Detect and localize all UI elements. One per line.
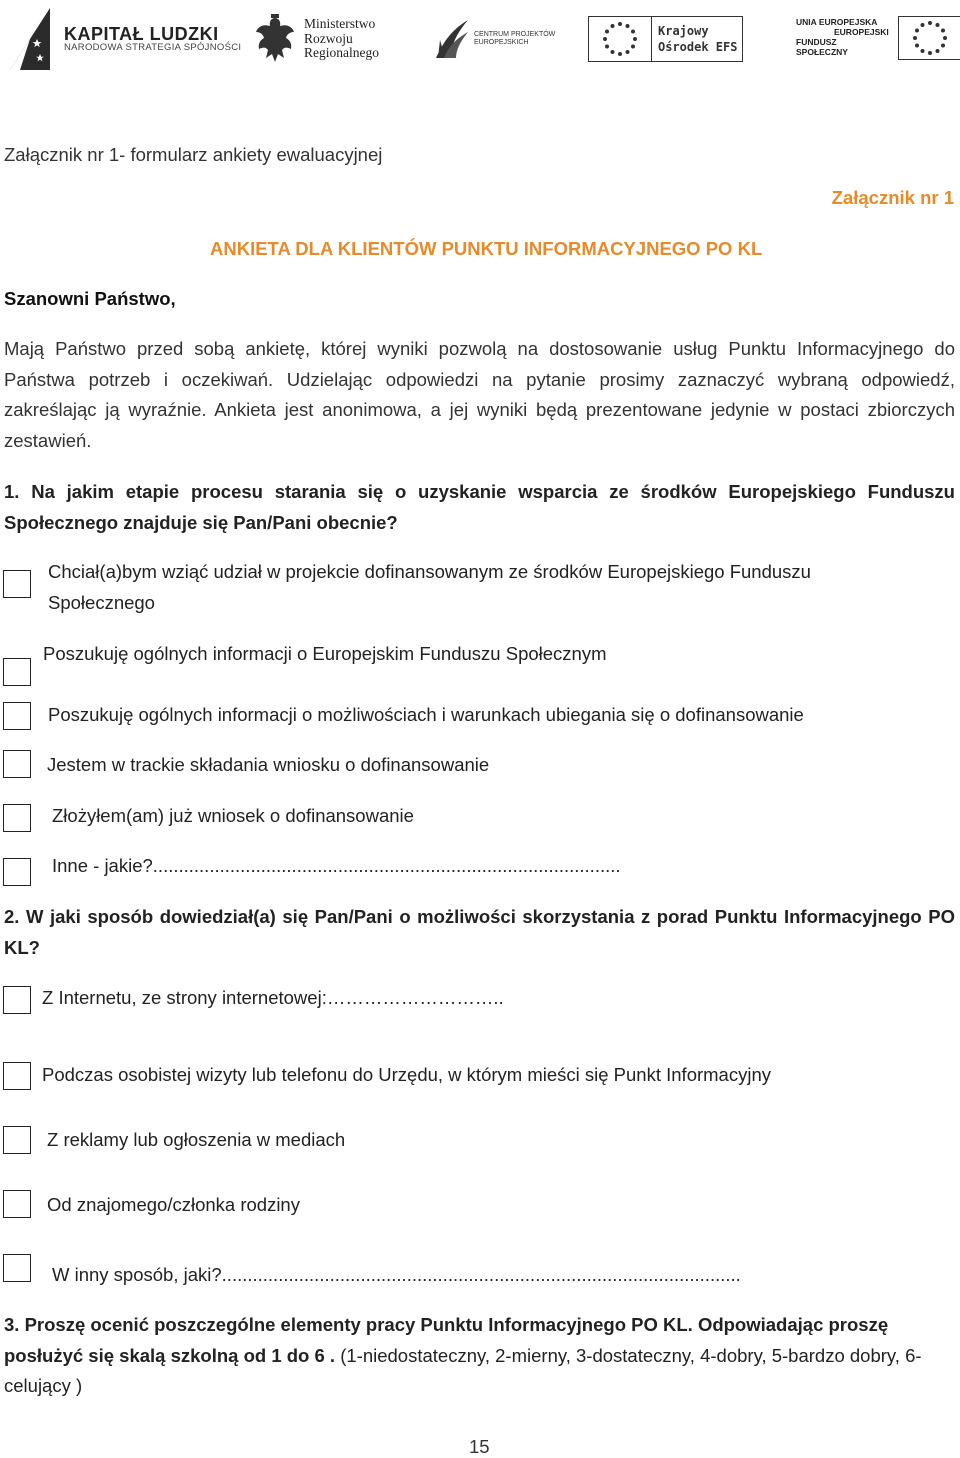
question-3-bold: 3. Proszę ocenić poszczególne elementy pracy Punktu Informacyjnego PO KL. Odpowiadając proszę posłużyć się skalą szkolną od 1 do 6 . [4, 1314, 889, 1366]
koe-line-2: Ośrodek EFS [658, 40, 738, 54]
q2-option-3-label: Z reklamy lub ogłoszenia w mediach [47, 1129, 346, 1150]
q2-option-1-checkbox[interactable] [3, 986, 31, 1014]
logo-header [0, 0, 960, 80]
q1-option-6-label: Inne - jakie?........................................................................................... [52, 855, 621, 876]
ministry-line-2: Rozwoju [304, 30, 353, 46]
cpe-logo [434, 18, 555, 60]
q1-option-3-label: Poszukuję ogólnych informacji o możliwościach i warunkach ubiegania się o dofinansowanie [48, 704, 804, 725]
q1-option-2-checkbox[interactable] [3, 658, 31, 686]
question-1: 1. Na jakim etapie procesu starania się o uzyskanie wsparcia ze środków Europejskiego Funduszu Społecznego znajduje się Pan/Pani obecnie? [4, 481, 955, 533]
intro-paragraph: Mają Państwo przed sobą ankietę, której wyniki pozwolą na dostosowanie usług Punktu Informacyjnego do Państwa potrzeb i oczekiwań. Udzielając odpowiedzi na pytanie prosimy zaznaczyć wybraną odpowiedź, zakreślając ją wyraźnie. Ankieta jest anonimowa, a jej wyniki będą prezentowane jedynie w postaci zbiorczych zestawień. [4, 338, 955, 451]
q1-option-2-label: Poszukuję ogólnych informacji o Europejskim Funduszu Społecznym [43, 643, 607, 664]
question-3 [4, 1310, 955, 1402]
question-3-scale: (1-niedostateczny, 2-mierny, 3-dostateczny, 4-dobry, 5-bardzo dobry, 6-celujący ) [4, 1344, 922, 1396]
kapital-ludzki-icon [6, 6, 54, 72]
eu-line-1: UNIA EUROPEJSKA [796, 17, 878, 28]
eu-efs-logo [796, 16, 960, 60]
question-2: 2. W jaki sposób dowiedział(a) się Pan/Pani o możliwości skorzystania z porad Punktu Informacyjnego PO KL? [4, 906, 955, 958]
q2-option-2-label: Podczas osobistej wizyty lub telefonu do Urzędu, w którym mieści się Punkt Informacyjny [42, 1064, 771, 1085]
q2-option-1-label: Z Internetu, ze strony internetowej:……………………….. [42, 987, 504, 1008]
eu-line-3: FUNDUSZ SPOŁECZNY [796, 37, 848, 57]
q1-option-5-checkbox[interactable] [3, 804, 31, 832]
koe-logo [588, 16, 743, 62]
q2-option-4-checkbox[interactable] [3, 1190, 31, 1218]
eu-line-2: EUROPEJSKI [834, 27, 889, 38]
kapital-ludzki-title: KAPITAŁ LUDZKI [64, 23, 219, 44]
cpe-wing-icon [434, 18, 470, 60]
q2-option-2-checkbox[interactable] [3, 1062, 31, 1090]
q1-option-4-label: Jestem w trackie składania wniosku o dofinansowanie [47, 754, 490, 775]
q2-option-5-label: W inny sposób, jaki?..................................................................................................... [52, 1264, 741, 1285]
q2-option-4-label: Od znajomego/członka rodziny [47, 1194, 300, 1215]
eu-flag-icon [898, 16, 960, 60]
q1-option-6-checkbox[interactable] [3, 858, 31, 886]
cpe-line-1: CENTRUM PROJEKTÓW [474, 31, 556, 39]
q1-option-5-label: Złożyłem(am) już wniosek o dofinansowanie [52, 805, 414, 826]
annex-label: Załącznik nr 1 [831, 187, 954, 208]
greeting: Szanowni Państwo, [4, 288, 176, 309]
page-number: 15 [469, 1436, 490, 1457]
q1-option-1-label: Chciał(a)bym wziąć udział w projekcie dofinansowanym ze środków Europejskiego Funduszu Społecznego [48, 561, 811, 613]
kapital-ludzki-logo [6, 6, 241, 72]
q1-option-1-checkbox[interactable] [3, 570, 31, 598]
q2-option-3-checkbox[interactable] [3, 1126, 31, 1154]
q1-option-3-checkbox[interactable] [3, 702, 31, 730]
eagle-emblem-icon [254, 14, 296, 64]
survey-title: ANKIETA DLA KLIENTÓW PUNKTU INFORMACYJNEGO PO KL [210, 238, 763, 259]
ministry-line-3: Regionalnego [304, 45, 379, 61]
cpe-line-2: EUROPEJSKICH [474, 39, 529, 46]
kapital-ludzki-subtitle: NARODOWA STRATEGIA SPÓJNOŚCI [64, 42, 242, 54]
koe-line-1: Krajowy [658, 23, 709, 38]
ministry-line-1: Ministerstwo [304, 15, 376, 31]
q2-option-5-checkbox[interactable] [3, 1254, 31, 1282]
doc-title: Załącznik nr 1- formularz ankiety ewaluacyjnej [4, 144, 383, 165]
eu-stars-icon [600, 19, 640, 59]
ministry-logo [254, 14, 379, 64]
q1-option-4-checkbox[interactable] [3, 750, 31, 778]
